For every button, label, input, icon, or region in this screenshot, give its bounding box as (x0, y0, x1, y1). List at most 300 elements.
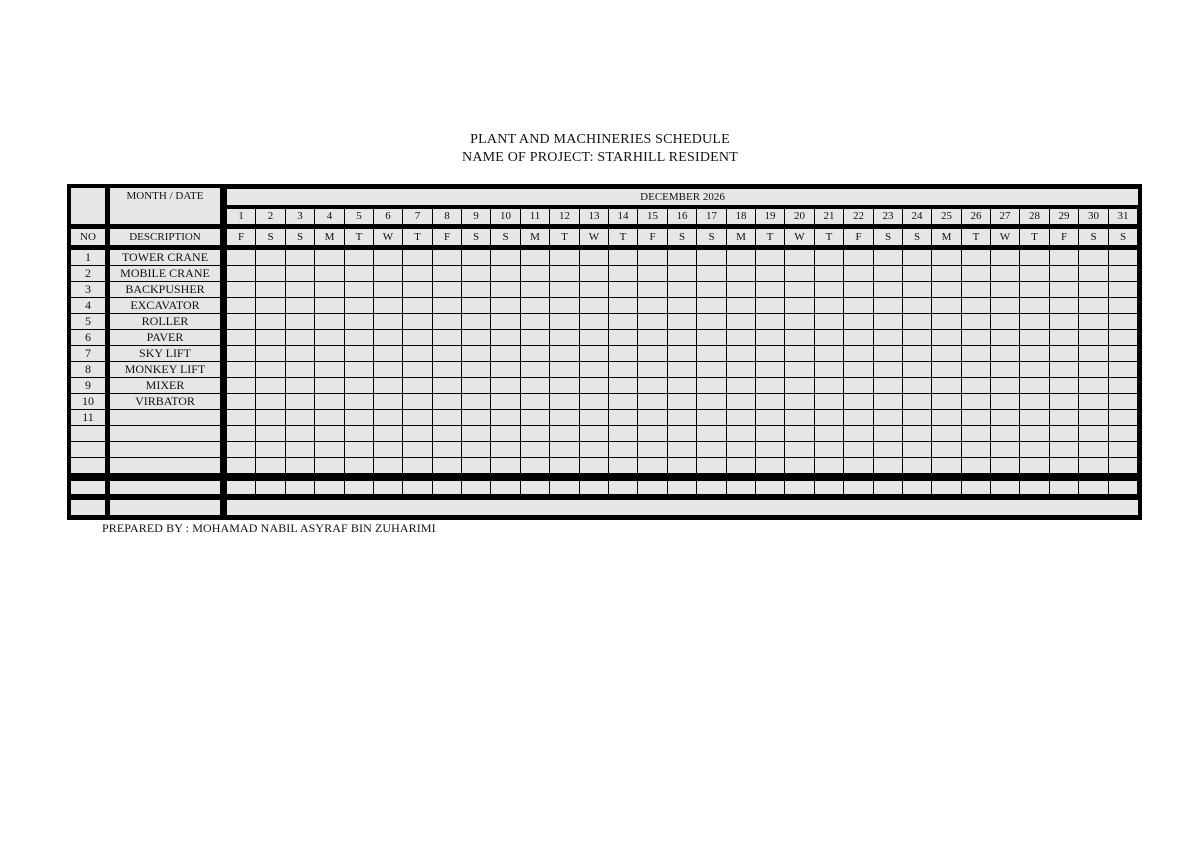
summary-day-cell (609, 481, 637, 494)
schedule-cell (844, 250, 873, 265)
schedule-cell (785, 346, 814, 361)
schedule-cell (609, 362, 637, 377)
schedule-cell (1109, 426, 1137, 441)
schedule-cell (785, 250, 814, 265)
schedule-cell (1079, 250, 1108, 265)
schedule-cell (403, 250, 432, 265)
schedule-cell (932, 362, 961, 377)
weekday-cell: M (315, 229, 344, 245)
schedule-cell (227, 378, 255, 393)
schedule-cell (991, 298, 1019, 313)
schedule-cell (1050, 362, 1078, 377)
weekday-cell: T (756, 229, 784, 245)
date-cell: 21 (815, 209, 843, 224)
weekday-cell: W (991, 229, 1019, 245)
schedule-cell (286, 250, 314, 265)
schedule-cell (521, 346, 549, 361)
schedule-cell (844, 330, 873, 345)
schedule-cell (932, 346, 961, 361)
schedule-cell (1079, 314, 1108, 329)
schedule-cell (433, 330, 461, 345)
schedule-cell (903, 426, 931, 441)
schedule-cell (256, 442, 285, 457)
schedule-cell (550, 378, 579, 393)
schedule-cell (668, 282, 696, 297)
schedule-cell (991, 362, 1019, 377)
schedule-cell (932, 298, 961, 313)
date-cell: 1 (227, 209, 255, 224)
schedule-cell (550, 394, 579, 409)
schedule-cell (903, 282, 931, 297)
schedule-cell (991, 426, 1019, 441)
schedule-cell (345, 314, 373, 329)
schedule-cell (433, 378, 461, 393)
machine-description: EXCAVATOR (110, 298, 220, 313)
schedule-cell (844, 282, 873, 297)
schedule-cell (580, 378, 608, 393)
remarks-description-cell (110, 500, 220, 515)
schedule-cell (1079, 266, 1108, 281)
schedule-cell (550, 410, 579, 425)
schedule-cell (668, 314, 696, 329)
schedule-cell (580, 298, 608, 313)
schedule-cell (315, 394, 344, 409)
schedule-cell (668, 410, 696, 425)
schedule-cell (315, 330, 344, 345)
schedule-cell (756, 282, 784, 297)
schedule-cell (462, 346, 490, 361)
weekday-cell: F (638, 229, 667, 245)
schedule-cell (991, 346, 1019, 361)
schedule-cell (785, 330, 814, 345)
schedule-cell (345, 458, 373, 473)
schedule-cell (521, 378, 549, 393)
weekday-cell: T (1020, 229, 1049, 245)
schedule-cell (609, 442, 637, 457)
schedule-cell (785, 282, 814, 297)
schedule-cell (256, 426, 285, 441)
schedule-cell (521, 442, 549, 457)
schedule-cell (668, 330, 696, 345)
date-cell: 26 (962, 209, 990, 224)
schedule-cell (580, 330, 608, 345)
schedule-cell (315, 378, 344, 393)
schedule-cell (403, 298, 432, 313)
schedule-cell (286, 346, 314, 361)
schedule-cell (433, 426, 461, 441)
schedule-cell (521, 266, 549, 281)
weekday-cell: M (932, 229, 961, 245)
schedule-cell (903, 362, 931, 377)
summary-day-cell (903, 481, 931, 494)
schedule-cell (521, 458, 549, 473)
schedule-cell (1050, 410, 1078, 425)
schedule-cell (374, 298, 402, 313)
schedule-cell (991, 442, 1019, 457)
schedule-cell (874, 330, 902, 345)
schedule-cell (756, 378, 784, 393)
schedule-cell (256, 314, 285, 329)
machine-description (110, 426, 220, 441)
schedule-cell (815, 314, 843, 329)
schedule-cell (286, 282, 314, 297)
schedule-cell (638, 330, 667, 345)
schedule-cell (756, 458, 784, 473)
weekday-cell: W (580, 229, 608, 245)
schedule-cell (815, 410, 843, 425)
schedule-cell (962, 250, 990, 265)
machine-description: MIXER (110, 378, 220, 393)
schedule-cell (609, 410, 637, 425)
schedule-cell (345, 266, 373, 281)
schedule-cell (403, 282, 432, 297)
date-cell: 6 (374, 209, 402, 224)
schedule-cell (609, 346, 637, 361)
schedule-cell (932, 442, 961, 457)
schedule-cell (756, 394, 784, 409)
schedule-cell (785, 298, 814, 313)
schedule-cell (374, 442, 402, 457)
schedule-cell (844, 442, 873, 457)
date-cell: 23 (874, 209, 902, 224)
schedule-cell (932, 426, 961, 441)
schedule-cell (962, 410, 990, 425)
schedule-cell (727, 378, 755, 393)
schedule-cell (638, 298, 667, 313)
remarks-cell (227, 500, 1138, 515)
schedule-cell (1020, 298, 1049, 313)
machine-description: MONKEY LIFT (110, 362, 220, 377)
schedule-cell (286, 410, 314, 425)
schedule-cell (638, 426, 667, 441)
schedule-cell (727, 266, 755, 281)
machine-description: SKY LIFT (110, 346, 220, 361)
schedule-cell (491, 410, 520, 425)
schedule-cell (286, 394, 314, 409)
project-name: NAME OF PROJECT: STARHILL RESIDENT (462, 150, 738, 165)
schedule-cell (1079, 410, 1108, 425)
schedule-cell (580, 458, 608, 473)
schedule-cell (491, 394, 520, 409)
date-cell: 13 (580, 209, 608, 224)
date-cell: 25 (932, 209, 961, 224)
schedule-cell (638, 378, 667, 393)
schedule-cell (256, 362, 285, 377)
schedule-cell (1109, 266, 1137, 281)
date-cell: 28 (1020, 209, 1049, 224)
summary-day-cell (227, 481, 255, 494)
machine-description: MOBILE CRANE (110, 266, 220, 281)
schedule-cell (580, 394, 608, 409)
schedule-cell (668, 378, 696, 393)
schedule-cell (609, 378, 637, 393)
schedule-cell (874, 346, 902, 361)
summary-day-cell (1020, 481, 1049, 494)
schedule-cell (1109, 394, 1137, 409)
schedule-cell (1079, 330, 1108, 345)
schedule-cell (991, 330, 1019, 345)
schedule-cell (462, 394, 490, 409)
summary-day-cell (345, 481, 373, 494)
summary-day-cell (815, 481, 843, 494)
schedule-cell (962, 458, 990, 473)
schedule-cell (433, 266, 461, 281)
schedule-cell (1020, 442, 1049, 457)
schedule-cell (315, 314, 344, 329)
schedule-cell (580, 314, 608, 329)
schedule-cell (932, 378, 961, 393)
schedule-cell (345, 378, 373, 393)
row-number: 9 (71, 378, 105, 393)
date-cell: 15 (638, 209, 667, 224)
weekday-cell: S (256, 229, 285, 245)
row-number: 10 (71, 394, 105, 409)
schedule-cell (903, 458, 931, 473)
summary-day-cell (962, 481, 990, 494)
summary-day-cell (550, 481, 579, 494)
schedule-cell (462, 378, 490, 393)
schedule-cell (227, 282, 255, 297)
summary-day-cell (638, 481, 667, 494)
weekday-cell: S (491, 229, 520, 245)
schedule-cell (433, 250, 461, 265)
schedule-cell (1079, 442, 1108, 457)
schedule-cell (433, 346, 461, 361)
summary-day-cell (256, 481, 285, 494)
schedule-cell (1050, 458, 1078, 473)
schedule-cell (256, 410, 285, 425)
schedule-cell (374, 266, 402, 281)
schedule-cell (697, 282, 726, 297)
schedule-cell (609, 266, 637, 281)
date-cell: 4 (315, 209, 344, 224)
schedule-cell (697, 458, 726, 473)
schedule-cell (815, 442, 843, 457)
schedule-cell (256, 250, 285, 265)
schedule-cell (668, 458, 696, 473)
summary-day-cell (932, 481, 961, 494)
schedule-cell (315, 442, 344, 457)
schedule-cell (521, 426, 549, 441)
machine-description: BACKPUSHER (110, 282, 220, 297)
schedule-cell (491, 282, 520, 297)
schedule-cell (345, 330, 373, 345)
schedule-cell (609, 298, 637, 313)
schedule-cell (550, 250, 579, 265)
schedule-header (0, 131, 1200, 167)
schedule-cell (815, 378, 843, 393)
summary-day-cell (315, 481, 344, 494)
schedule-cell (815, 298, 843, 313)
schedule-cell (903, 442, 931, 457)
date-cell: 18 (727, 209, 755, 224)
schedule-cell (638, 282, 667, 297)
schedule-cell (756, 250, 784, 265)
row-number: 1 (71, 250, 105, 265)
weekday-cell: T (609, 229, 637, 245)
weekday-cell: S (668, 229, 696, 245)
schedule-cell (874, 394, 902, 409)
schedule-cell (462, 250, 490, 265)
row-number (71, 458, 105, 473)
schedule-cell (874, 250, 902, 265)
weekday-cell: S (286, 229, 314, 245)
date-cell: 3 (286, 209, 314, 224)
schedule-cell (874, 410, 902, 425)
schedule-cell (1050, 346, 1078, 361)
summary-day-cell (1079, 481, 1108, 494)
schedule-cell (227, 330, 255, 345)
schedule-cell (1050, 330, 1078, 345)
schedule-cell (1109, 458, 1137, 473)
schedule-cell (462, 298, 490, 313)
schedule-cell (785, 442, 814, 457)
summary-day-cell (374, 481, 402, 494)
date-cell: 20 (785, 209, 814, 224)
schedule-cell (433, 458, 461, 473)
schedule-cell (315, 362, 344, 377)
schedule-cell (227, 458, 255, 473)
schedule-cell (1109, 314, 1137, 329)
schedule-cell (227, 346, 255, 361)
row-number: 4 (71, 298, 105, 313)
schedule-cell (962, 314, 990, 329)
weekday-cell: T (550, 229, 579, 245)
schedule-cell (668, 442, 696, 457)
schedule-cell (903, 330, 931, 345)
schedule-cell (580, 410, 608, 425)
schedule-cell (727, 458, 755, 473)
schedule-cell (491, 266, 520, 281)
schedule-cell (874, 362, 902, 377)
schedule-cell (844, 410, 873, 425)
schedule-cell (403, 458, 432, 473)
schedule-cell (256, 266, 285, 281)
weekday-cell: W (785, 229, 814, 245)
schedule-cell (227, 298, 255, 313)
summary-day-cell (403, 481, 432, 494)
schedule-cell (991, 458, 1019, 473)
schedule-cell (256, 378, 285, 393)
schedule-cell (1050, 426, 1078, 441)
schedule-cell (844, 314, 873, 329)
weekday-cell: F (844, 229, 873, 245)
weekday-cell: F (227, 229, 255, 245)
summary-day-cell (844, 481, 873, 494)
schedule-cell (491, 458, 520, 473)
schedule-cell (697, 410, 726, 425)
schedule-cell (962, 394, 990, 409)
schedule-cell (491, 362, 520, 377)
schedule-cell (697, 250, 726, 265)
schedule-cell (815, 394, 843, 409)
schedule-cell (756, 266, 784, 281)
schedule-cell (638, 458, 667, 473)
schedule-cell (1079, 378, 1108, 393)
schedule-cell (462, 442, 490, 457)
schedule-cell (903, 346, 931, 361)
schedule-cell (991, 314, 1019, 329)
schedule-cell (756, 410, 784, 425)
schedule-cell (1050, 394, 1078, 409)
schedule-cell (550, 442, 579, 457)
schedule-cell (462, 314, 490, 329)
schedule-cell (374, 410, 402, 425)
schedule-cell (844, 458, 873, 473)
schedule-cell (991, 410, 1019, 425)
schedule-cell (1050, 266, 1078, 281)
schedule-cell (1050, 442, 1078, 457)
schedule-cell (638, 346, 667, 361)
schedule-cell (727, 426, 755, 441)
schedule-cell (256, 298, 285, 313)
schedule-cell (1109, 282, 1137, 297)
schedule-cell (697, 378, 726, 393)
schedule-cell (697, 266, 726, 281)
schedule-cell (462, 266, 490, 281)
schedule-cell (521, 314, 549, 329)
schedule-cell (580, 362, 608, 377)
schedule-cell (844, 266, 873, 281)
summary-day-cell (1109, 481, 1137, 494)
schedule-cell (286, 266, 314, 281)
schedule-cell (580, 426, 608, 441)
schedule-cell (1079, 282, 1108, 297)
schedule-cell (403, 266, 432, 281)
schedule-cell (1050, 298, 1078, 313)
summary-day-cell (580, 481, 608, 494)
schedule-cell (403, 394, 432, 409)
schedule-cell (227, 266, 255, 281)
schedule-cell (756, 298, 784, 313)
schedule-cell (491, 426, 520, 441)
schedule-cell (844, 394, 873, 409)
schedule-cell (1020, 282, 1049, 297)
schedule-cell (1020, 426, 1049, 441)
summary-day-cell (491, 481, 520, 494)
schedule-cell (433, 282, 461, 297)
schedule-cell (462, 426, 490, 441)
schedule-cell (727, 250, 755, 265)
schedule-cell (521, 250, 549, 265)
schedule-cell (991, 378, 1019, 393)
schedule-cell (668, 362, 696, 377)
weekday-cell: F (1050, 229, 1078, 245)
row-number (71, 442, 105, 457)
schedule-cell (1079, 298, 1108, 313)
schedule-cell (727, 362, 755, 377)
schedule-cell (1050, 250, 1078, 265)
schedule-cell (903, 410, 931, 425)
schedule-cell (903, 394, 931, 409)
schedule-cell (815, 266, 843, 281)
schedule-cell (756, 362, 784, 377)
schedule-cell (785, 394, 814, 409)
schedule-cell (874, 458, 902, 473)
schedule-cell (345, 362, 373, 377)
schedule-cell (991, 266, 1019, 281)
schedule-cell (521, 410, 549, 425)
schedule-cell (256, 330, 285, 345)
row-number: 7 (71, 346, 105, 361)
schedule-cell (609, 394, 637, 409)
schedule-cell (874, 298, 902, 313)
date-cell: 22 (844, 209, 873, 224)
schedule-cell (374, 330, 402, 345)
schedule-cell (286, 314, 314, 329)
schedule-cell (962, 346, 990, 361)
schedule-cell (1109, 378, 1137, 393)
